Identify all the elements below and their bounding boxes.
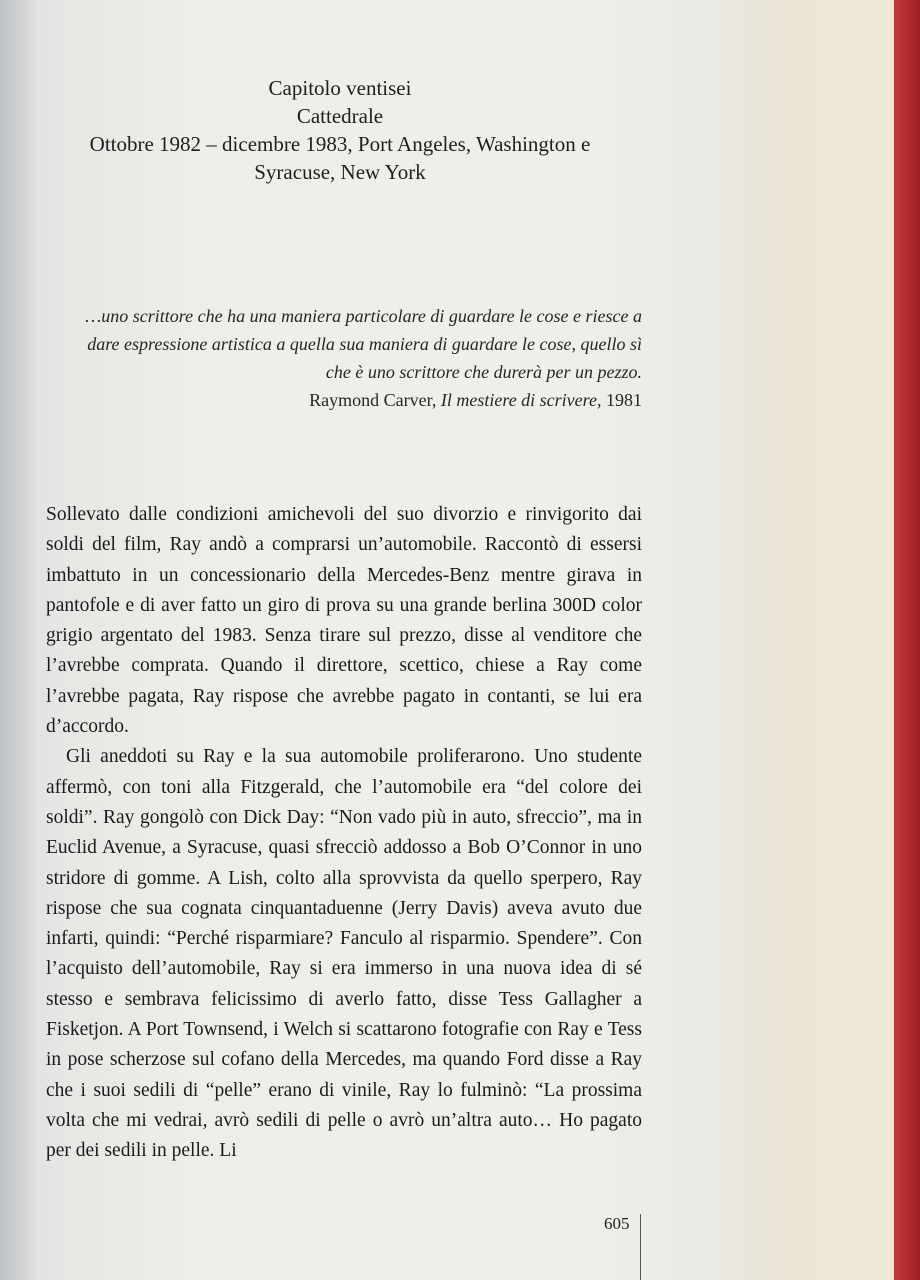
- chapter-dates-line-1: Ottobre 1982 – dicembre 1983, Port Angeles, Washington e: [89, 132, 591, 156]
- body-text: [46, 500, 642, 1167]
- page-gutter-edge: [0, 0, 38, 1280]
- page-stack-edge: [774, 0, 894, 1280]
- page-number: 605: [604, 1214, 630, 1233]
- epigraph-author: Raymond Carver,: [309, 390, 441, 410]
- chapter-heading: [60, 74, 620, 186]
- page-number-rule: [640, 1214, 641, 1280]
- chapter-subtitle: Cattedrale: [296, 104, 384, 128]
- epigraph-attribution: [62, 386, 642, 414]
- epigraph-work: Il mestiere di scrivere: [440, 390, 597, 410]
- paragraph-2: Gli aneddoti su Ray e la sua automobile proliferarono. Uno studente affermò, con toni alla Fitzgerald, che l’automobile era “del colore dei soldi”. Ray gongolò con Dick Day: “Non vado più in auto, sfreccio”, ma in Euclid Avenue, a Syracuse, quasi sfrecciò addosso a Bob O’Connor in uno stridore di gomme. A Lish, colto alla sprovvista da quello sperpero, Ray rispose che sua cognata cinquantaduenne (Jerry Davis) aveva avuto due infarti, quindi: “Perché risparmiare? Fanculo al risparmio. Spendere”. Con l’acquisto dell’automobile, Ray si era immerso in una nuova idea di sé stesso e sembrava felicissimo di averlo fatto, disse Tess Gallagher a Fisketjon. A Port Townsend, i Welch si scattarono fotografie con Ray e Tess in pose scherzose sul cofano della Mercedes, ma quando Ford disse a Ray che i suoi sedili di “pelle” erano di vinile, Ray lo fulminò: “La prossima volta che mi vedrai, avrò sedili di pelle o avrò un’altra auto… Ho pagato per dei sedili in pelle. Li: [46, 746, 642, 1162]
- chapter-title: Capitolo ventisei: [268, 76, 412, 100]
- epigraph: [62, 302, 642, 414]
- epigraph-quote: …uno scrittore che ha una maniera particolare di guardare le cose e riesce a dare espressione artistica a quella sua maniera di guardare le cose, quello sì che è uno scrittore che durerà per un pezzo.: [85, 306, 642, 382]
- epigraph-year: , 1981: [597, 390, 642, 410]
- chapter-dates-line-2: Syracuse, New York: [254, 160, 426, 184]
- paragraph-1: Sollevato dalle condizioni amichevoli del suo divorzio e rinvigorito dai soldi del film, Ray andò a comprarsi un’automobile. Raccontò di essersi imbattuto in un concessionario della Mercedes-Benz mentre girava in pantofole e di aver fatto un giro di prova su una grande berlina 300D color grigio argentato del 1983. Senza tirare sul prezzo, disse al venditore che l’avrebbe comprata. Quando il direttore, scettico, chiese a Ray come l’avrebbe pagata, Ray rispose che avrebbe pagato in contanti, se lui era d’accordo.: [46, 504, 642, 738]
- book-cover-edge: [894, 0, 920, 1280]
